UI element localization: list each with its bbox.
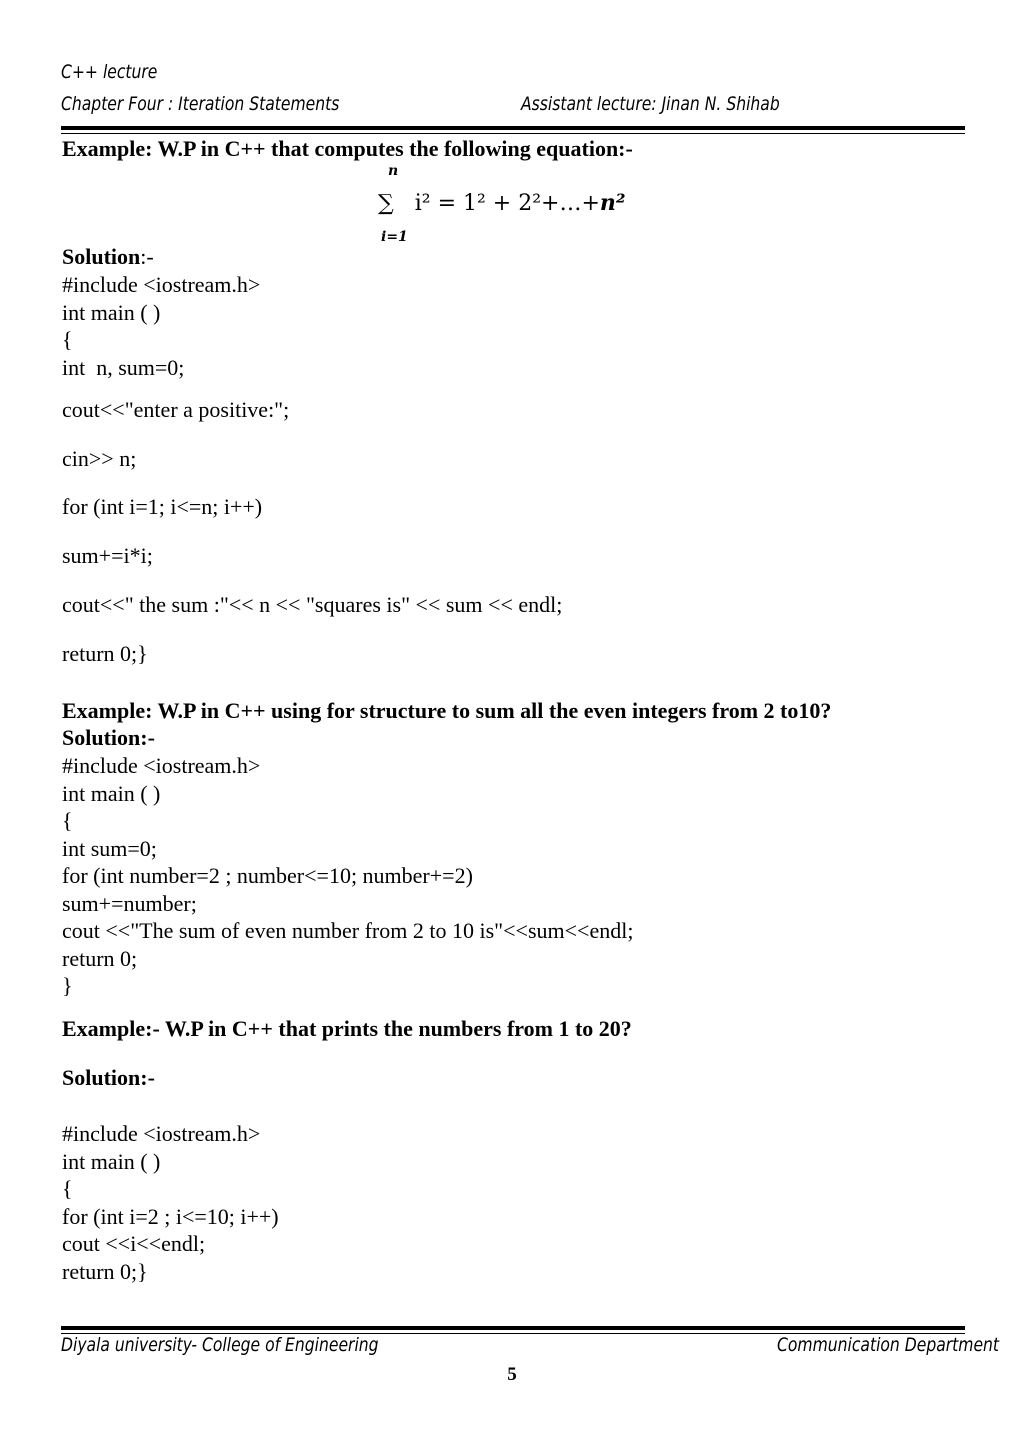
code-line: }: [62, 973, 73, 998]
code-line: sum+=i*i;: [62, 543, 153, 568]
equation-upper-limit: n: [388, 163, 399, 179]
example1-solution-label: Solution:-: [62, 244, 154, 269]
example1-title: Example: W.P in C++ that computes the following equation:-: [62, 136, 633, 161]
code-line: cin>> n;: [62, 446, 137, 471]
code-line: int main ( ): [62, 781, 161, 806]
header-course: C++ lecture: [61, 61, 158, 83]
equation-main: [378, 190, 626, 216]
code-line: return 0;: [62, 946, 138, 971]
equation-last-term: n²: [599, 190, 626, 216]
footer-department: Communication Department: [777, 1334, 1000, 1356]
header-rule-thick: [61, 126, 965, 130]
example2-solution-label: Solution:-: [62, 725, 155, 750]
code-line: {: [62, 808, 73, 833]
header-rule-thin: [61, 133, 965, 134]
code-line: int sum=0;: [62, 836, 157, 861]
code-line: return 0;}: [62, 641, 148, 666]
page-number: 5: [507, 1364, 517, 1385]
code-line: {: [62, 327, 73, 352]
code-line: #include <iostream.h>: [62, 753, 261, 778]
code-line: for (int i=2 ; i<=10; i++): [62, 1204, 279, 1229]
code-line: int n, sum=0;: [62, 355, 185, 380]
code-line: cout <<"The sum of even number from 2 to 10 is"<<sum<<endl;: [62, 918, 634, 943]
example2-title: Example: W.P in C++ using for structure to sum all the even integers from 2 to10?: [62, 698, 832, 723]
code-line: for (int number=2 ; number<=10; number+=2): [62, 863, 473, 888]
equation-lower-limit: i=1: [381, 229, 408, 245]
code-line: int main ( ): [62, 300, 161, 325]
header-chapter: Chapter Four : Iteration Statements: [61, 93, 340, 115]
example3-title: Example:- W.P in C++ that prints the numbers from 1 to 20?: [62, 1016, 632, 1041]
code-line: cout<<" the sum :"<< n << "squares is" << sum << endl;: [62, 592, 563, 617]
code-line: sum+=number;: [62, 891, 197, 916]
example3-solution-label: Solution:-: [62, 1065, 155, 1090]
code-line: for (int i=1; i<=n; i++): [62, 494, 263, 519]
header-author: Assistant lecture: Jinan N. Shihab: [521, 93, 780, 115]
code-line: return 0;}: [62, 1259, 148, 1284]
code-line: {: [62, 1176, 73, 1201]
code-line: cout <<i<<endl;: [62, 1231, 206, 1256]
code-line: #include <iostream.h>: [62, 272, 261, 297]
footer-rule-thick: [61, 1326, 965, 1330]
sigma-symbol: ∑: [378, 191, 394, 216]
code-line: int main ( ): [62, 1149, 161, 1174]
footer-university: Diyala university- College of Engineering: [61, 1334, 379, 1356]
equation-expression: i² = 1² + 2²+…+: [414, 191, 600, 216]
code-line: cout<<"enter a positive:";: [62, 397, 290, 422]
code-line: #include <iostream.h>: [62, 1121, 261, 1146]
